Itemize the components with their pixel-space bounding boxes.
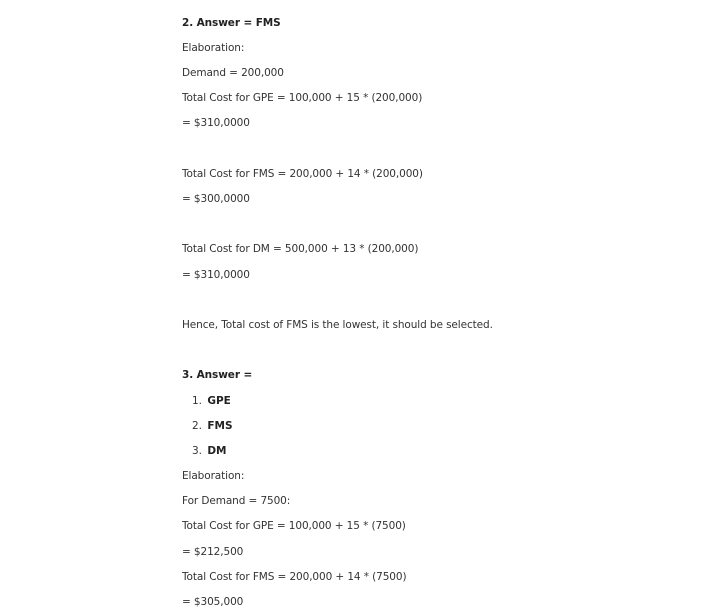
list-item-number: 1. <box>192 395 203 407</box>
answer-3-gpe-result: = $212,500 <box>182 546 244 558</box>
answer-2-demand: Demand = 200,000 <box>182 67 284 79</box>
list-item-number: 3. <box>192 445 203 457</box>
answer-3-list-item <box>192 394 231 408</box>
answer-3-fms-result: = $305,000 <box>182 596 244 608</box>
list-item-label: DM <box>207 445 227 457</box>
answer-3-list-item <box>192 419 233 433</box>
answer-2-fms-result: = $300,0000 <box>182 193 250 205</box>
answer-3-heading: 3. Answer = <box>182 369 253 381</box>
answer-2-conclusion: Hence, Total cost of FMS is the lowest, it should be selected. <box>182 319 493 331</box>
answer-3-elaboration-label: Elaboration: <box>182 470 245 482</box>
answer-3-gpe-formula: Total Cost for GPE = 100,000 + 15 * (7500) <box>182 520 406 532</box>
answer-3-demand: For Demand = 7500: <box>182 495 291 507</box>
list-item-number: 2. <box>192 420 203 432</box>
answer-2-fms-formula: Total Cost for FMS = 200,000 + 14 * (200,000) <box>182 168 423 180</box>
answer-2-heading: 2. Answer = FMS <box>182 17 281 29</box>
answer-2-gpe-result: = $310,0000 <box>182 117 250 129</box>
answer-3-fms-formula: Total Cost for FMS = 200,000 + 14 * (7500) <box>182 571 407 583</box>
answer-2-dm-formula: Total Cost for DM = 500,000 + 13 * (200,000) <box>182 243 419 255</box>
answer-2-elaboration-label: Elaboration: <box>182 42 245 54</box>
answer-2-dm-result: = $310,0000 <box>182 269 250 281</box>
answer-2-gpe-formula: Total Cost for GPE = 100,000 + 15 * (200,000) <box>182 92 423 104</box>
list-item-label: GPE <box>207 395 231 407</box>
list-item-label: FMS <box>207 420 233 432</box>
answer-3-list-item <box>192 444 227 458</box>
